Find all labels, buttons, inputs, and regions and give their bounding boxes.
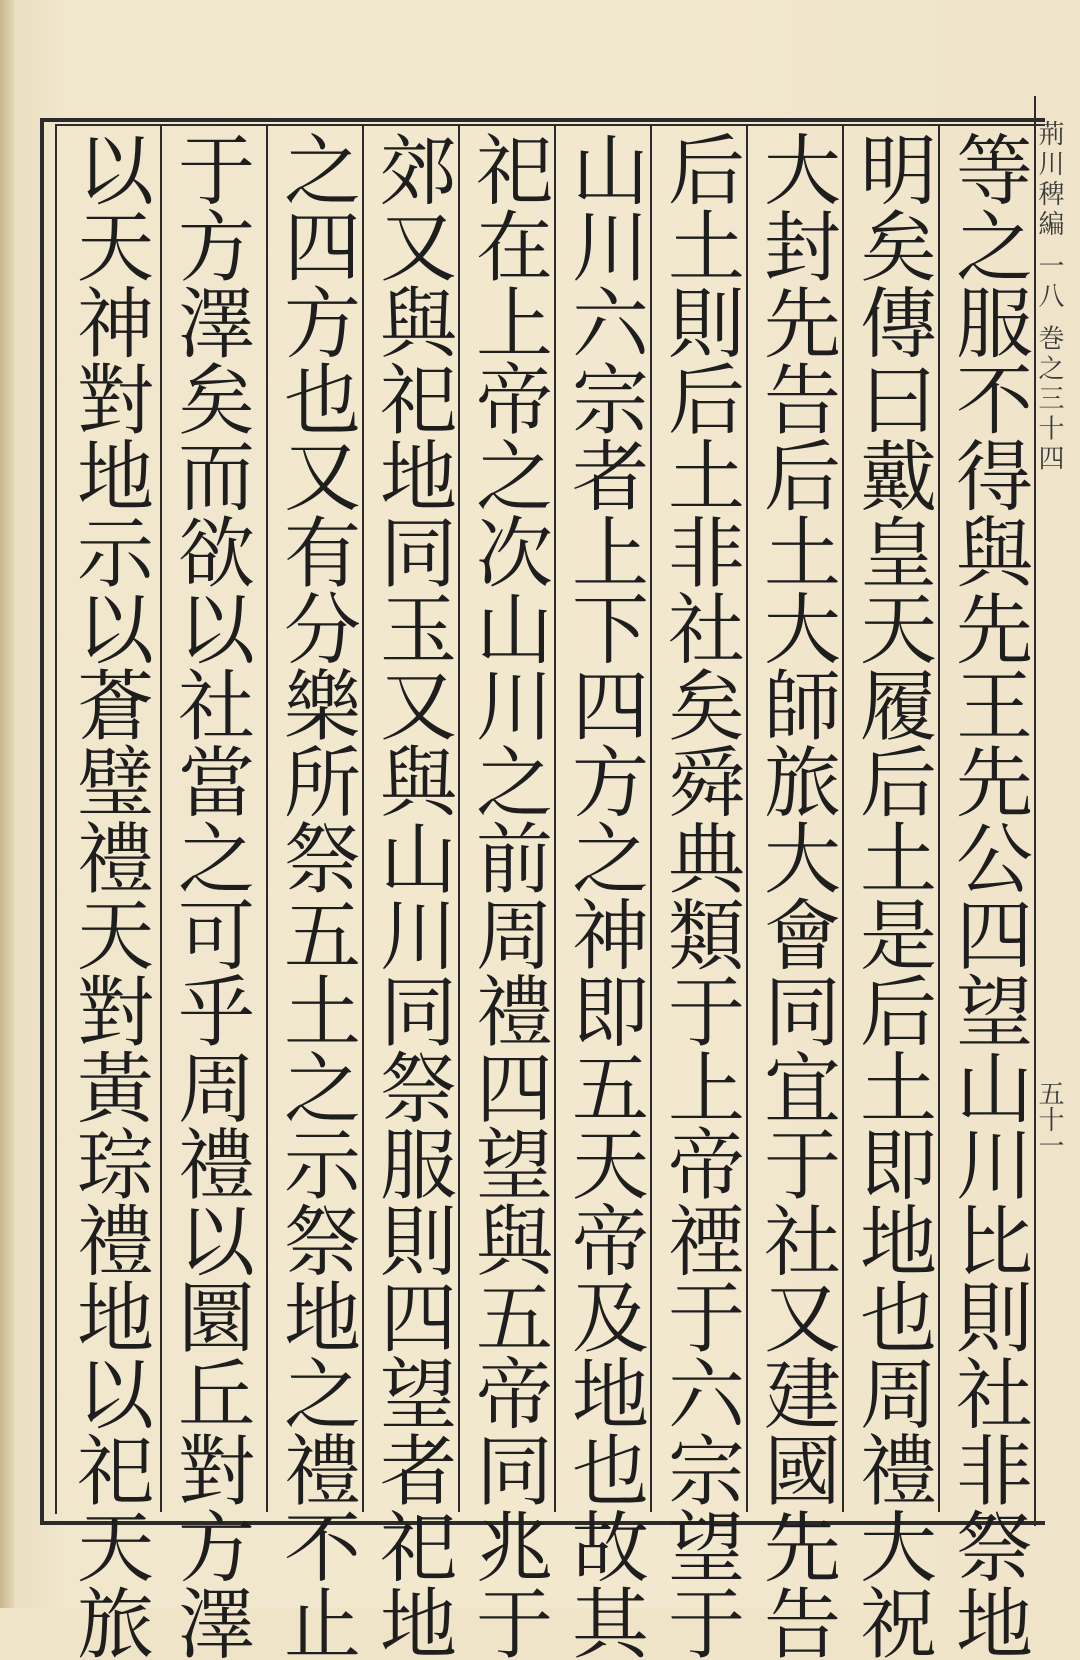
column-text: 郊又與祀地同玉又與山川同祭服則四望者祀地 [367,130,456,1660]
column-text: 之四方也又有分樂所祭五土之示祭地之禮不止 [271,130,360,1660]
text-column-6 [458,126,554,1660]
text-column-7 [362,126,458,1660]
text-column-4 [650,126,746,1660]
margin-page-number: 五十一 [1034,1080,1064,1158]
text-column-8 [266,126,362,1660]
text-column-10 [60,126,156,1660]
column-text: 大封先告后土大師旅大會同宜于社又建國先告 [751,130,840,1660]
column-text: 明矣傳曰戴皇天履后土是后土即地也周禮大祝 [847,130,936,1660]
text-column-1 [938,126,1034,1660]
text-column-5 [554,126,650,1660]
text-column-9 [160,126,256,1660]
column-text: 以天神對地示以蒼璧禮天對黃琮禮地以祀天旅 [64,130,153,1660]
column-text: 于方澤矣而欲以社當之可乎周禮以圜丘對方澤 [165,130,254,1660]
column-text: 等之服不得與先王先公四望山川比則社非祭地 [943,130,1032,1660]
column-text: 山川六宗者上下四方之神即五天帝及地也故其 [559,130,648,1660]
margin-header-title: 荊川稗編 一八 巻之三十四 [1034,120,1064,475]
book-spine [0,0,14,1608]
column-text: 后土則后土非社矣舜典類于上帝禋于六宗望于 [655,130,744,1660]
text-column-3 [746,126,842,1660]
column-text: 祀在上帝之次山川之前周禮四望與五帝同兆于 [463,130,552,1660]
text-column-2 [842,126,938,1660]
